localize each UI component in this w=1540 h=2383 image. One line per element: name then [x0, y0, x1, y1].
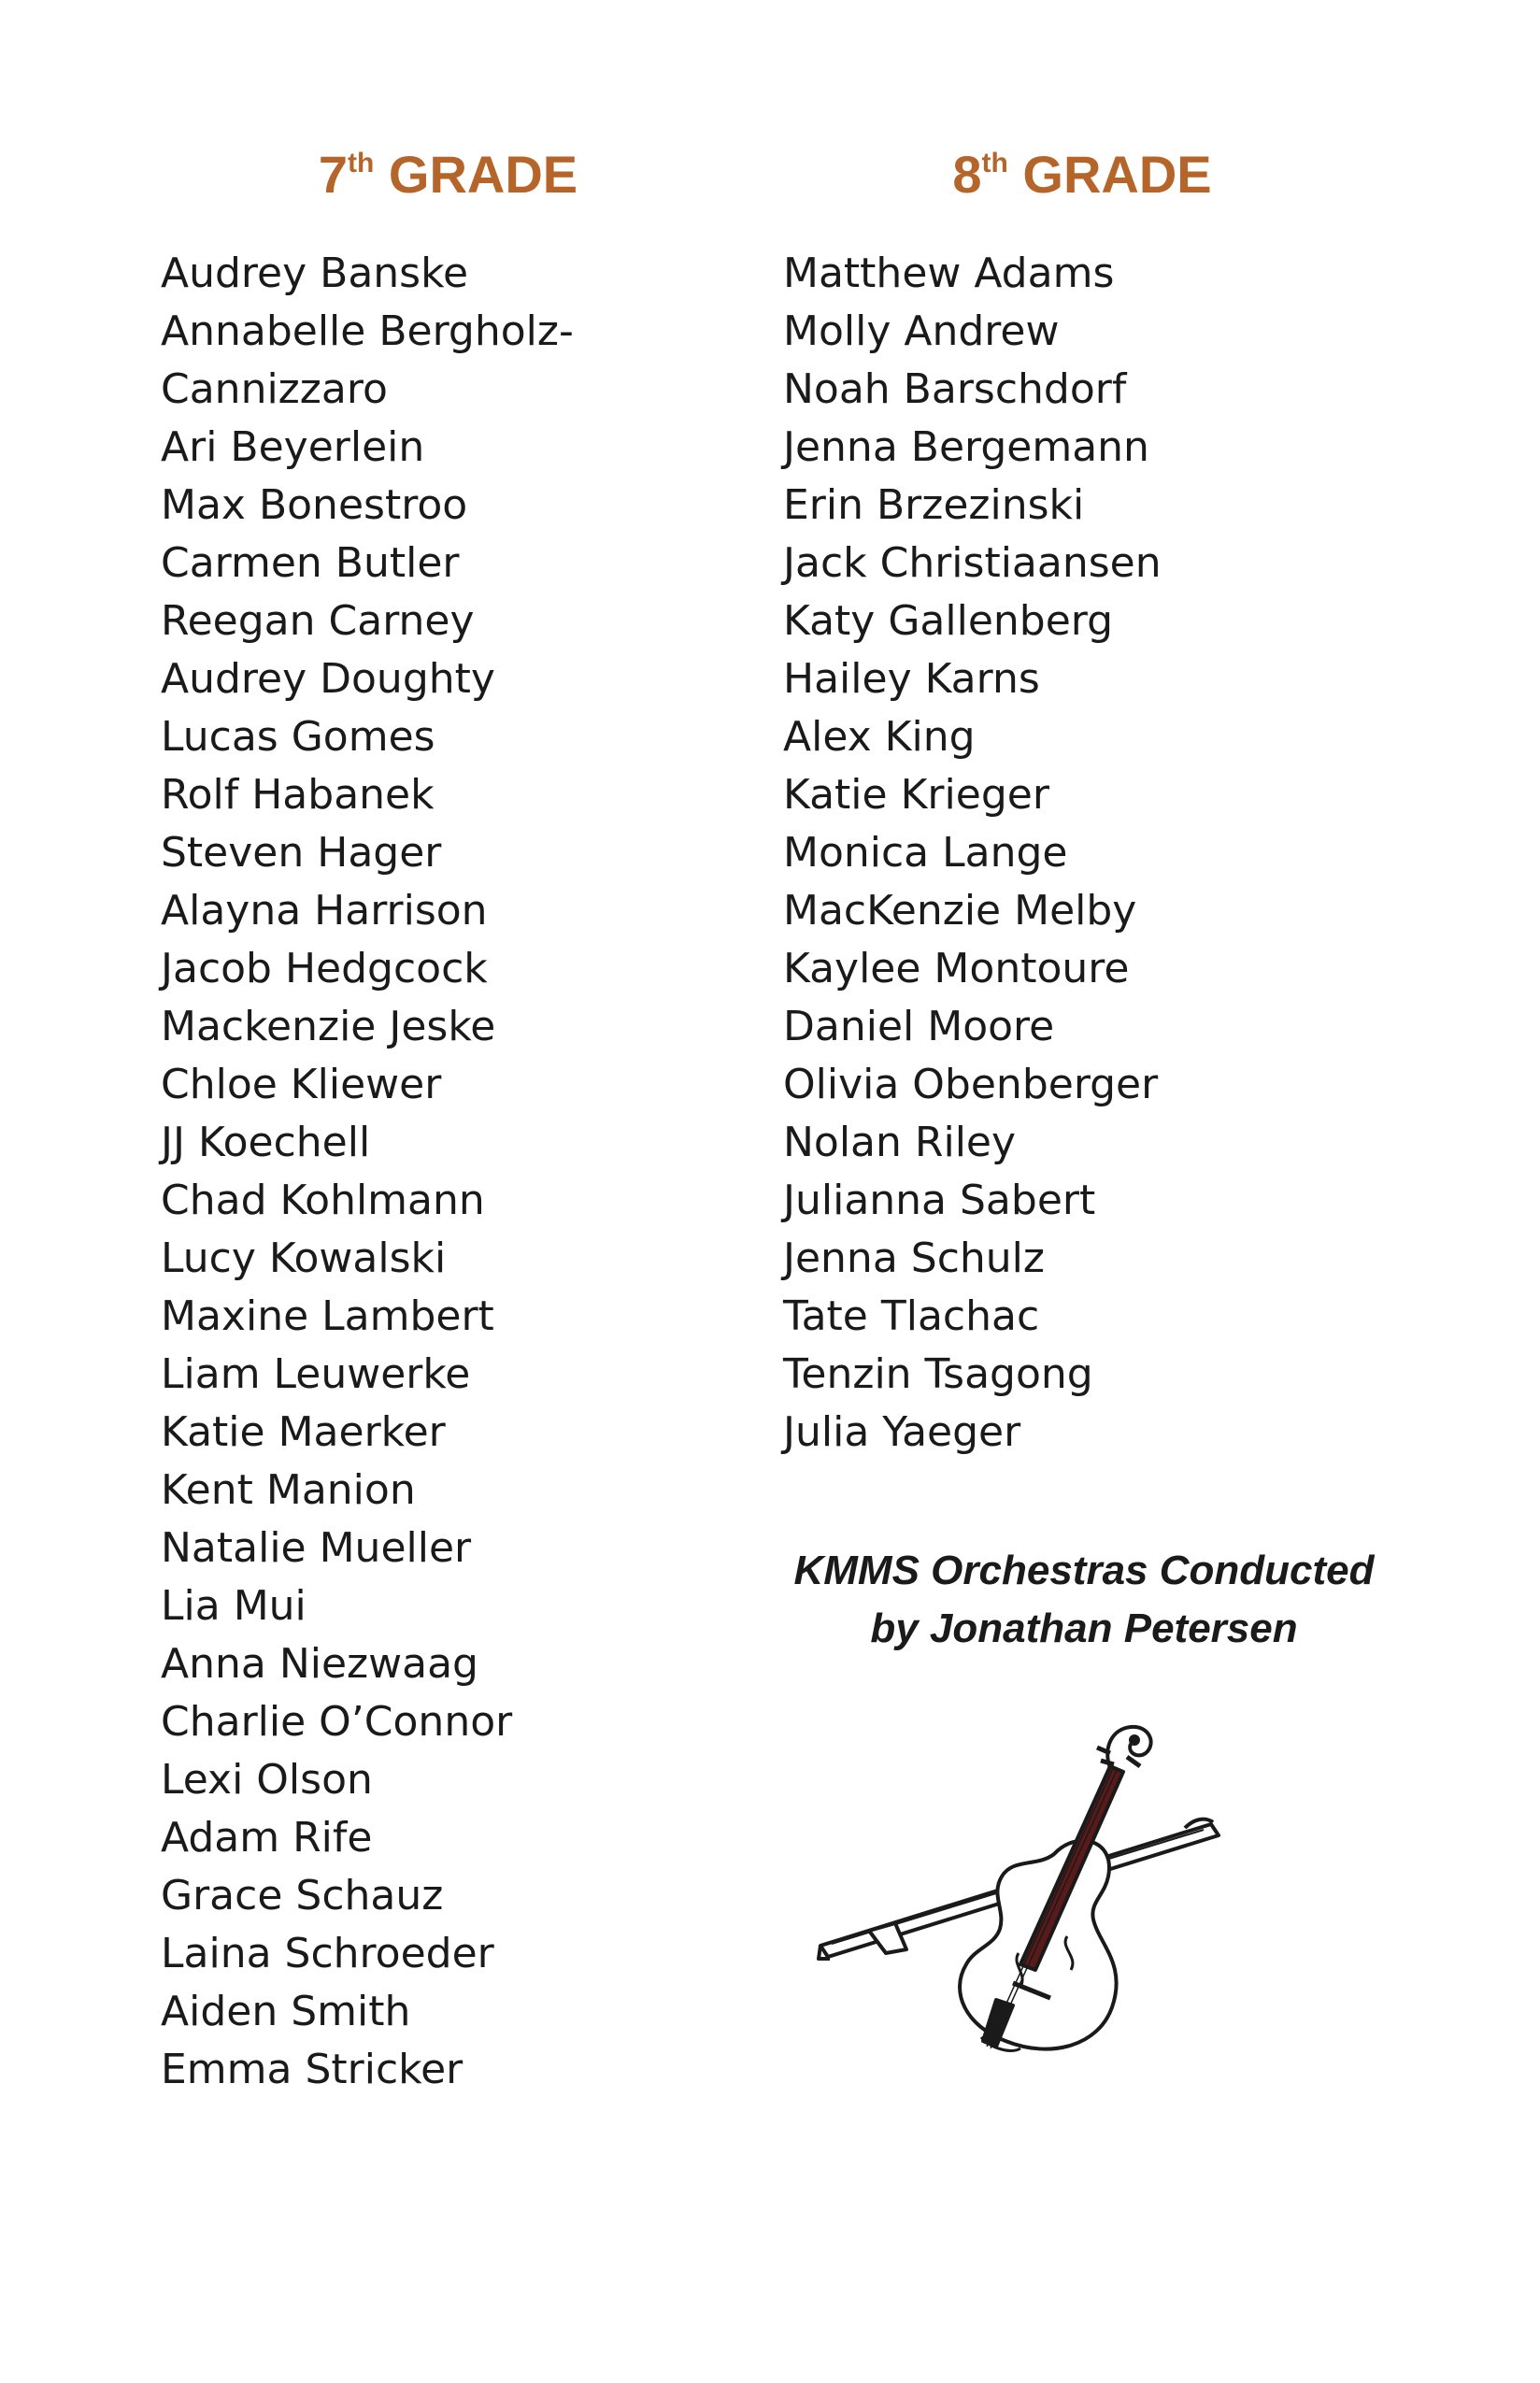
- student-name: Jenna Bergemann: [783, 423, 1149, 471]
- student-name: Lucy Kowalski: [161, 1234, 447, 1282]
- student-name: Alayna Harrison: [161, 887, 488, 935]
- student-name: Anna Niezwaag: [161, 1640, 478, 1688]
- student-name: Lucas Gomes: [161, 713, 435, 761]
- student-name: JJ Koechell: [161, 1119, 371, 1166]
- student-name: Lia Mui: [161, 1582, 307, 1630]
- conductor-credit: [766, 1542, 1402, 1658]
- student-name: Monica Lange: [783, 829, 1068, 877]
- student-name: Julia Yaeger: [783, 1408, 1021, 1456]
- violin-icon: [813, 1719, 1243, 2065]
- student-name: Charlie O’Connor: [161, 1698, 513, 1746]
- student-name: Emma Stricker: [161, 2046, 463, 2093]
- student-name: Julianna Sabert: [783, 1177, 1096, 1224]
- eighth-grade-name-list: [783, 245, 1400, 1462]
- student-name: Erin Brzezinski: [783, 481, 1085, 529]
- student-name: Rolf Habanek: [161, 771, 435, 819]
- conductor-credit-line-1: KMMS Orchestras Conducted: [793, 1548, 1375, 1593]
- student-name: Ari Beyerlein: [161, 423, 425, 471]
- student-name: Chad Kohlmann: [161, 1177, 485, 1224]
- student-name: Jacob Hedgcock: [161, 945, 488, 992]
- student-name: Natalie Mueller: [161, 1524, 472, 1572]
- seventh-grade-heading: 7th GRADE: [318, 145, 578, 204]
- student-name: Daniel Moore: [783, 1003, 1055, 1050]
- eighth-grade-column: [783, 140, 1400, 1462]
- student-name: Nolan Riley: [783, 1119, 1017, 1166]
- student-name: Tate Tlachac: [783, 1292, 1040, 1340]
- student-name: Mackenzie Jeske: [161, 1003, 496, 1050]
- student-name: Maxine Lambert: [161, 1292, 494, 1340]
- seventh-grade-name-list: [161, 245, 777, 2099]
- student-name: Lexi Olson: [161, 1756, 373, 1804]
- student-name: Olivia Obenberger: [783, 1061, 1159, 1108]
- student-name: Grace Schauz: [161, 1872, 444, 1919]
- student-name: Matthew Adams: [783, 250, 1115, 297]
- student-name: Kaylee Montoure: [783, 945, 1130, 992]
- student-name: Molly Andrew: [783, 307, 1060, 355]
- student-name: Hailey Karns: [783, 655, 1040, 703]
- student-name: Aiden Smith: [161, 1988, 411, 2035]
- eighth-grade-heading: 8th GRADE: [952, 145, 1212, 204]
- student-name: Adam Rife: [161, 1814, 373, 1862]
- seventh-grade-column: [161, 140, 777, 2099]
- student-name: Jenna Schulz: [783, 1234, 1045, 1282]
- student-name: Jack Christiaansen: [783, 539, 1162, 587]
- student-name: Katie Maerker: [161, 1408, 446, 1456]
- student-name: Cannizzaro: [161, 365, 388, 413]
- student-name: Laina Schroeder: [161, 1930, 494, 1977]
- student-name: Alex King: [783, 713, 976, 761]
- student-name: Steven Hager: [161, 829, 442, 877]
- student-name: MacKenzie Melby: [783, 887, 1137, 935]
- student-name: Noah Barschdorf: [783, 365, 1127, 413]
- student-name: Annabelle Bergholz-: [161, 307, 574, 355]
- student-name: Katy Gallenberg: [783, 597, 1114, 645]
- conductor-credit-line-2: by Jonathan Petersen: [870, 1605, 1298, 1651]
- student-name: Carmen Butler: [161, 539, 460, 587]
- student-name: Reegan Carney: [161, 597, 475, 645]
- student-name: Liam Leuwerke: [161, 1350, 471, 1398]
- violin-scroll-icon: [1097, 1727, 1151, 1768]
- student-name: Chloe Kliewer: [161, 1061, 442, 1108]
- student-name: Audrey Banske: [161, 250, 469, 297]
- student-name: Katie Krieger: [783, 771, 1049, 819]
- student-name: Tenzin Tsagong: [783, 1350, 1093, 1398]
- student-name: Max Bonestroo: [161, 481, 468, 529]
- student-name: Kent Manion: [161, 1466, 416, 1514]
- student-name: Audrey Doughty: [161, 655, 495, 703]
